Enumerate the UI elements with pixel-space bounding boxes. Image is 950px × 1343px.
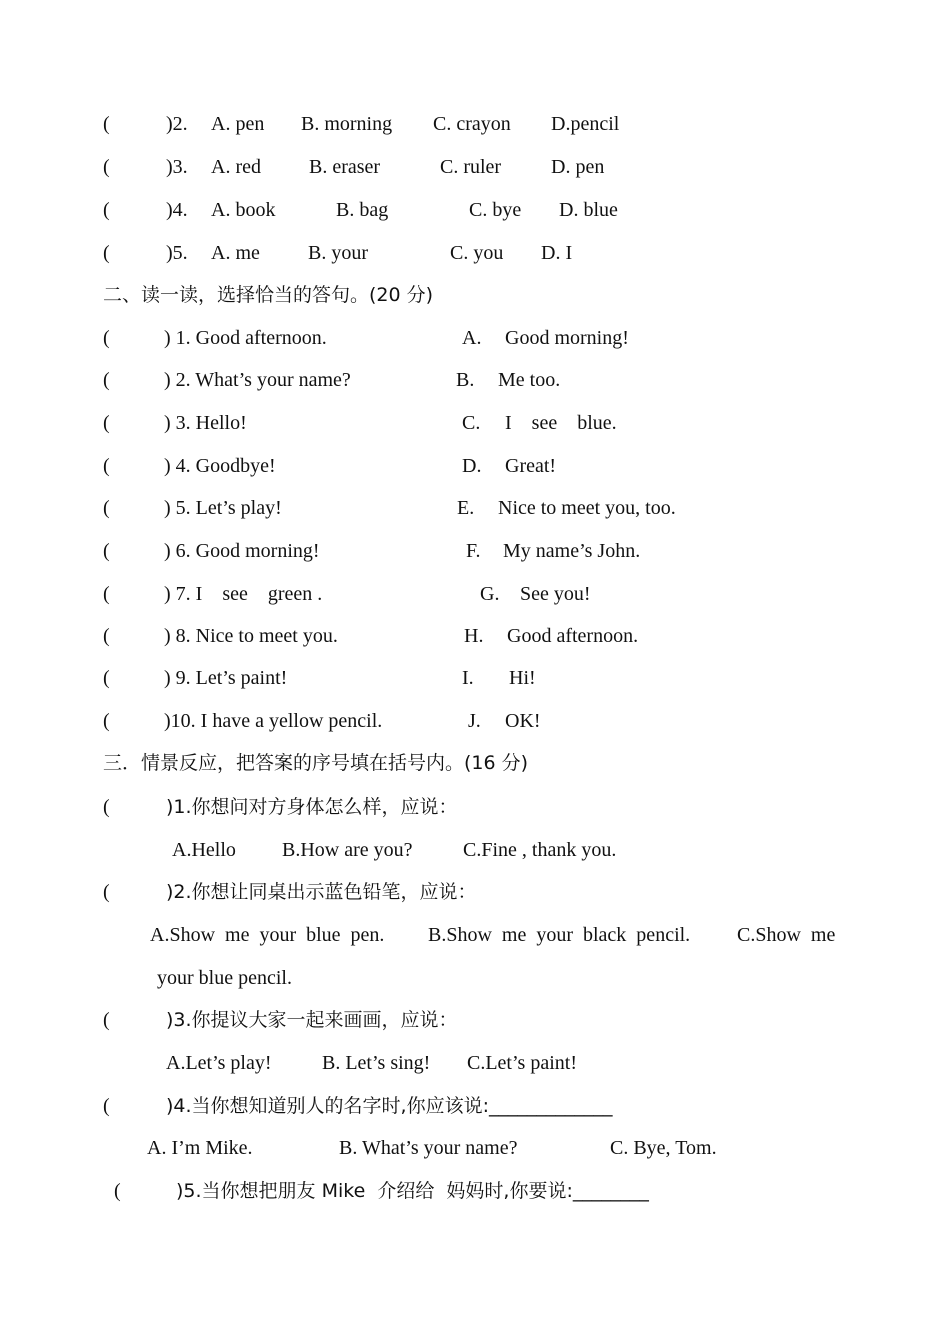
option-c: C. crayon (433, 113, 511, 135)
question-text: )10. I have a yellow pencil. (164, 710, 383, 732)
option-b: B. morning (301, 113, 393, 135)
option-c: C. bye (469, 199, 522, 221)
question-text: )4.当你想知道别人的名字时,你应该说:_____________ (166, 1095, 613, 1117)
answer-paren[interactable]: ( (103, 540, 110, 562)
answer-letter: B. (456, 369, 475, 391)
answer-text: Nice to meet you, too. (498, 497, 676, 519)
option-a: A. red (211, 156, 261, 178)
answer-paren[interactable]: ( (103, 881, 110, 903)
part1-number: )5. (166, 242, 188, 264)
question-text: ) 1. Good afternoon. (164, 327, 327, 349)
option-a: A. pen (211, 113, 265, 135)
option-b: B. What’s your name? (339, 1137, 518, 1159)
answer-text: OK! (505, 710, 541, 732)
question-text: )1.你想问对方身体怎么样，应说： (166, 796, 458, 818)
answer-text: My name’s John. (503, 540, 641, 562)
option-a: A.Hello (172, 839, 236, 861)
answer-text: Good morning! (505, 327, 629, 349)
answer-letter: J. (468, 710, 481, 732)
part1-paren[interactable]: ( (103, 242, 110, 264)
answer-text: See you! (520, 583, 591, 605)
answer-letter: F. (466, 540, 481, 562)
question-text: )2.你想让同桌出示蓝色铅笔，应说： (166, 881, 477, 903)
question-text: )5.当你想把朋友 Mike 介绍给 妈妈时,你要说:________ (176, 1180, 649, 1202)
answer-letter: I. (462, 667, 474, 689)
question-text: ) 4. Goodbye! (164, 455, 276, 477)
option-a: A. book (211, 199, 276, 221)
answer-paren[interactable]: ( (103, 625, 110, 647)
answer-text: I see blue. (505, 412, 617, 434)
answer-letter: H. (464, 625, 484, 647)
option-c: C.Let’s paint! (467, 1052, 577, 1074)
option-c: C. you (450, 242, 504, 264)
part1-paren[interactable]: ( (103, 113, 110, 135)
answer-letter: D. (462, 455, 482, 477)
answer-letter: C. (462, 412, 481, 434)
answer-paren[interactable]: ( (103, 583, 110, 605)
question-text: ) 5. Let’s play! (164, 497, 282, 519)
answer-letter: A. (462, 327, 482, 349)
question-text: ) 8. Nice to meet you. (164, 625, 338, 647)
option-b: B. Let’s sing! (322, 1052, 431, 1074)
option-a: A. I’m Mike. (147, 1137, 253, 1159)
option-d: D. blue (559, 199, 618, 221)
answer-letter: G. (480, 583, 500, 605)
option-b: B.How are you? (282, 839, 413, 861)
answer-letter: E. (457, 497, 475, 519)
part1-number: )4. (166, 199, 188, 221)
answer-paren[interactable]: ( (103, 1009, 110, 1031)
answer-paren[interactable]: ( (103, 369, 110, 391)
option-d: D. pen (551, 156, 605, 178)
option-a: A.Show me your blue pen. (150, 924, 385, 946)
answer-paren[interactable]: ( (103, 667, 110, 689)
option-d: D.pencil (551, 113, 620, 135)
part1-number: )3. (166, 156, 188, 178)
option-b: B. eraser (309, 156, 381, 178)
answer-text: Good afternoon. (507, 625, 639, 647)
option-a: A.Let’s play! (166, 1052, 272, 1074)
option-c: C. ruler (440, 156, 502, 178)
answer-text: Great! (505, 455, 557, 477)
part1-number: )2. (166, 113, 188, 135)
answer-paren[interactable]: ( (103, 1095, 110, 1117)
section-heading: 二、读一读，选择恰当的答句。(20 分) (103, 284, 434, 306)
question-text: ) 9. Let’s paint! (164, 667, 288, 689)
answer-paren[interactable]: ( (103, 412, 110, 434)
answer-paren[interactable]: ( (103, 455, 110, 477)
answer-paren[interactable]: ( (114, 1180, 121, 1202)
option-c: C.Show me (737, 924, 836, 946)
part1-paren[interactable]: ( (103, 156, 110, 178)
question-text: ) 2. What’s your name? (164, 369, 351, 391)
answer-paren[interactable]: ( (103, 710, 110, 732)
option-c: C. Bye, Tom. (610, 1137, 717, 1159)
answer-paren[interactable]: ( (103, 327, 110, 349)
option-b: B. your (308, 242, 368, 264)
answer-text: Hi! (509, 667, 536, 689)
answer-paren[interactable]: ( (103, 497, 110, 519)
option-b: B. bag (336, 199, 389, 221)
option-c: C.Fine , thank you. (463, 839, 617, 861)
question-text: ) 7. I see green . (164, 583, 323, 605)
answer-text: Me too. (498, 369, 561, 391)
section-heading: 三．情景反应，把答案的序号填在括号内。(16 分) (103, 752, 529, 774)
answer-paren[interactable]: ( (103, 796, 110, 818)
question-text: )3.你提议大家一起来画画，应说： (166, 1009, 458, 1031)
question-text: ) 6. Good morning! (164, 540, 320, 562)
option-c-continued: your blue pencil. (157, 967, 292, 989)
option-a: A. me (211, 242, 260, 264)
part1-paren[interactable]: ( (103, 199, 110, 221)
question-text: ) 3. Hello! (164, 412, 247, 434)
option-d: D. I (541, 242, 573, 264)
option-b: B.Show me your black pencil. (428, 924, 691, 946)
